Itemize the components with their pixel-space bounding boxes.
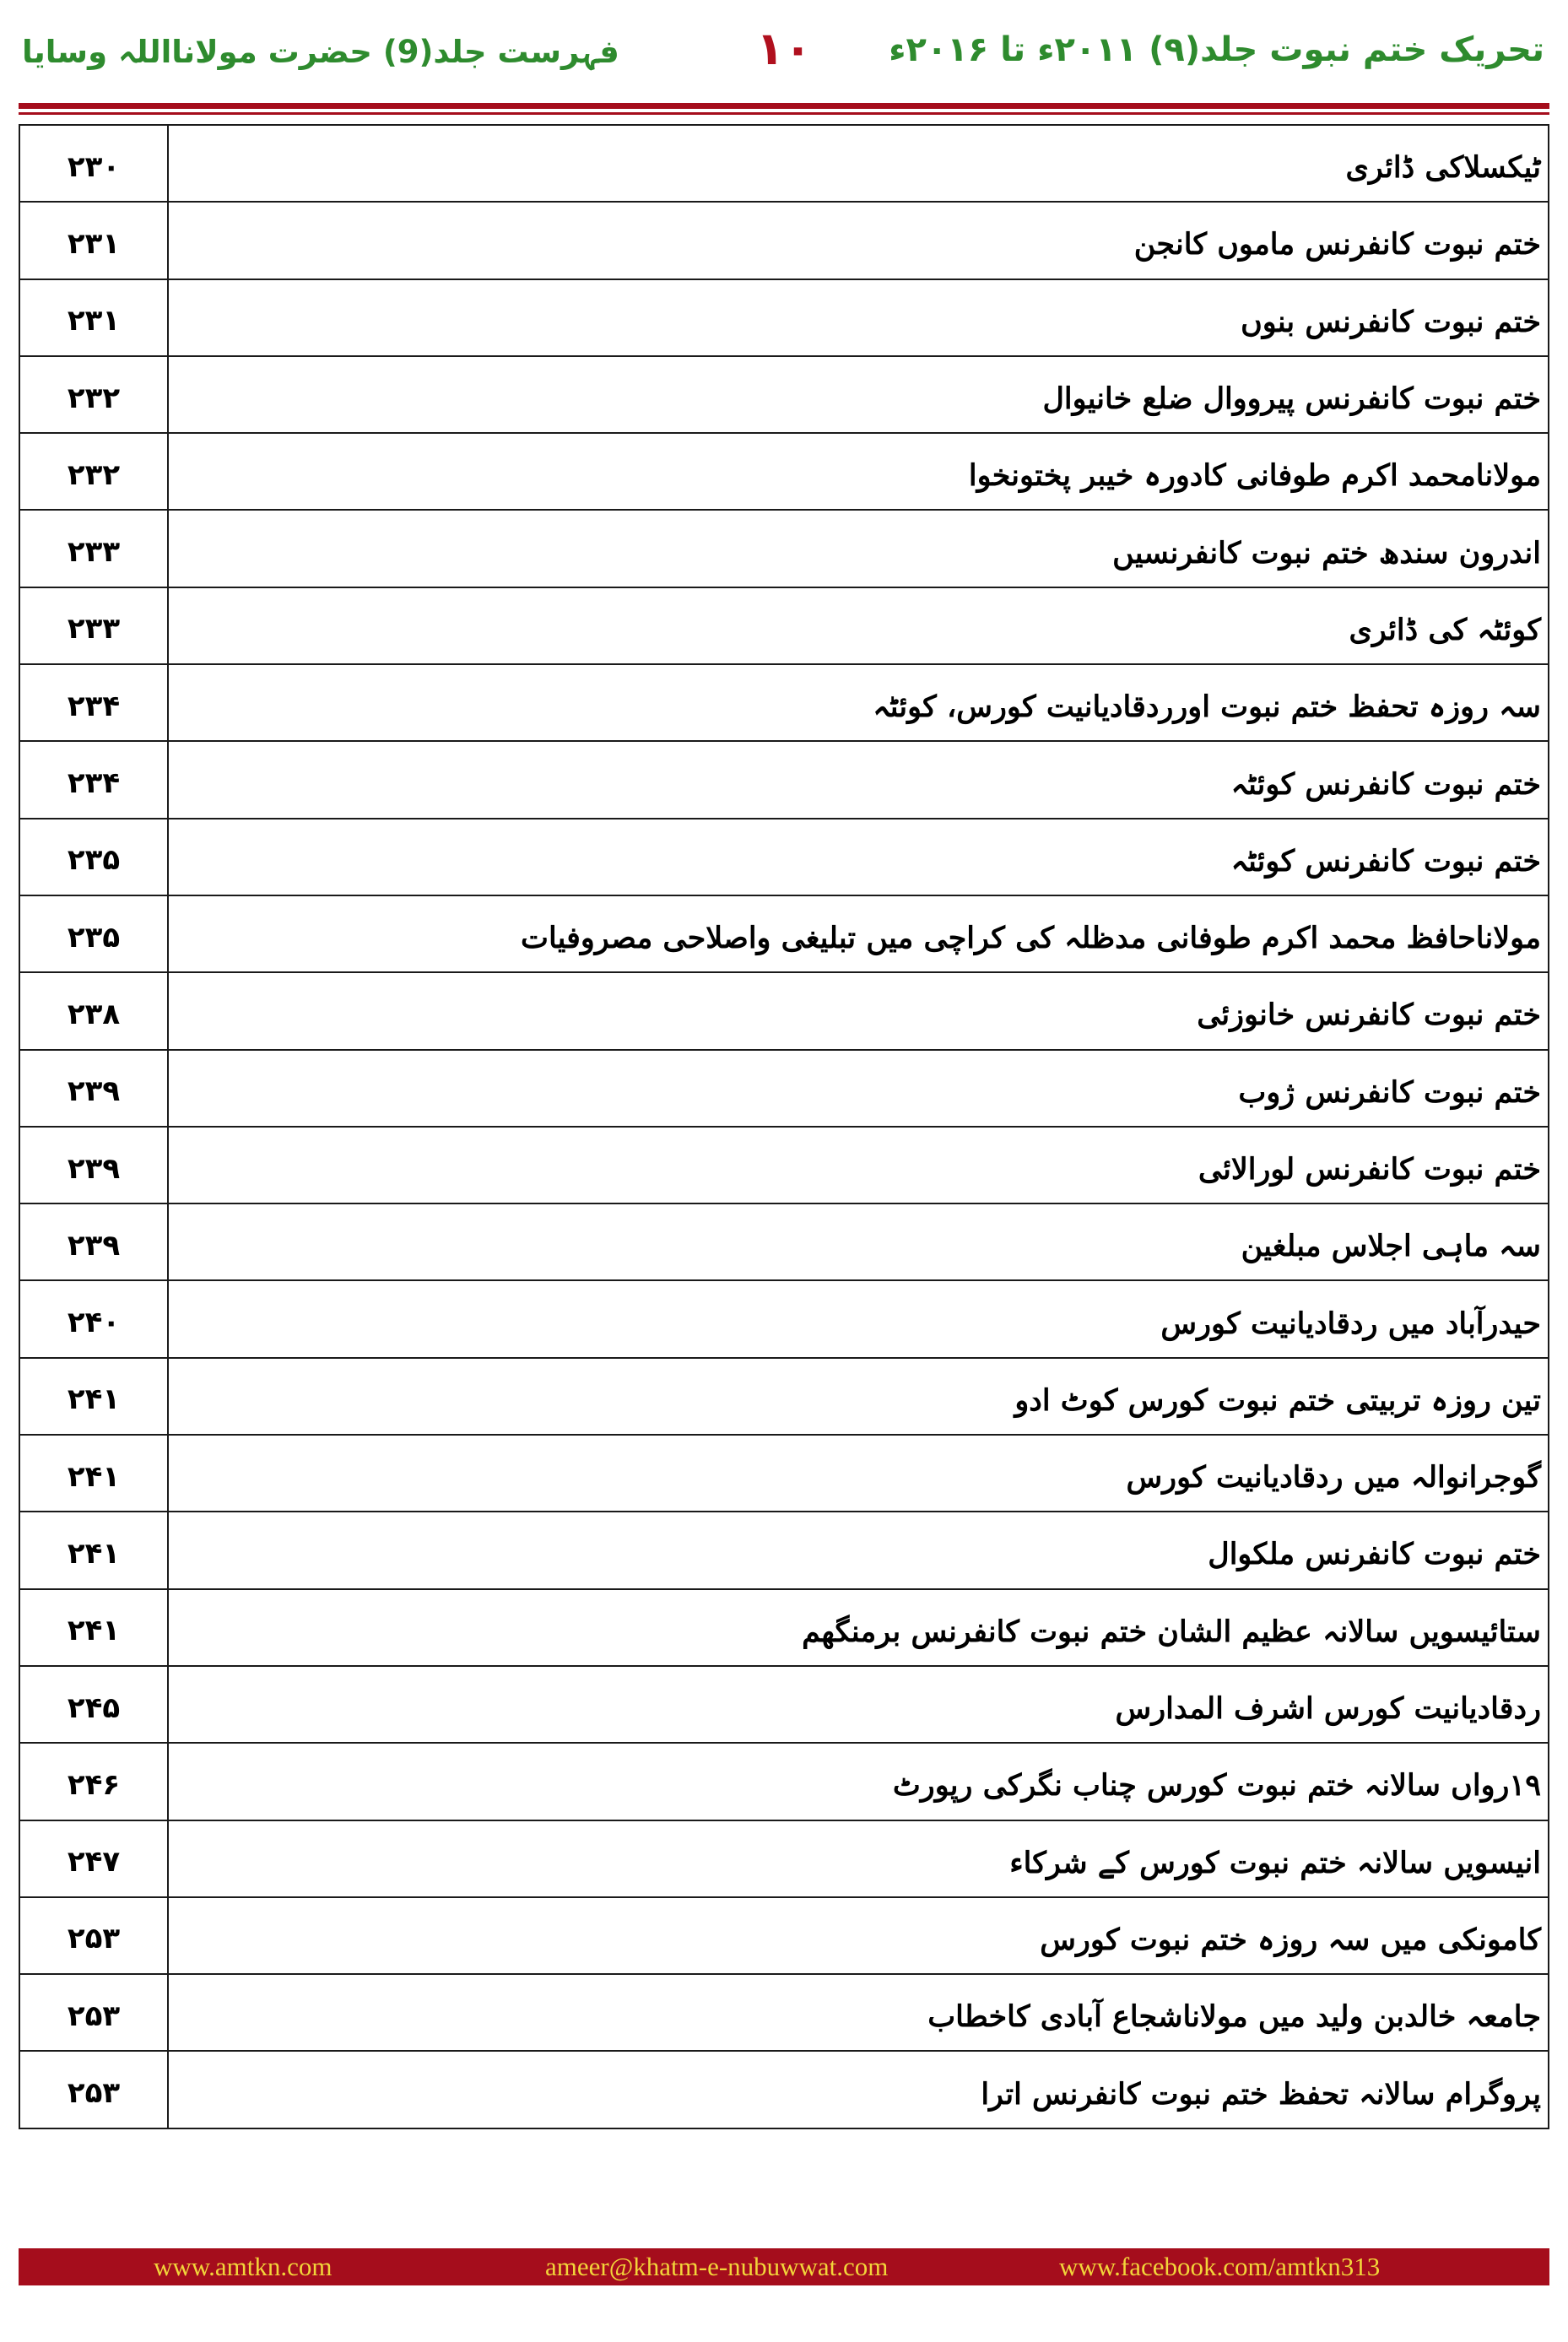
entry-title: ختم نبوت کانفرنس پیرووال ضلع خانیوال <box>168 356 1549 433</box>
entry-page-number: ۲۴۱ <box>19 1358 168 1435</box>
section-title: فہرست جلد(9) حضرت مولانااللہ وسایا <box>22 34 619 70</box>
entry-page-number: ۲۴۰ <box>19 1280 168 1357</box>
entry-title: ختم نبوت کانفرنس لورالائی <box>168 1127 1549 1203</box>
entry-page-number: ۲۳۵ <box>19 819 168 895</box>
table-row <box>19 356 1549 433</box>
entry-title: ردقادیانیت کورس اشرف المدارس <box>168 1666 1549 1743</box>
table-row <box>19 1127 1549 1203</box>
entry-page-number: ۲۳۲ <box>19 356 168 433</box>
entry-page-number: ۲۳۱ <box>19 202 168 279</box>
entry-page-number: ۲۴۶ <box>19 1743 168 1820</box>
entry-page-number: ۲۳۱ <box>19 279 168 356</box>
entry-title: ختم نبوت کانفرنس ماموں کانجن <box>168 202 1549 279</box>
table-row <box>19 1974 1549 2051</box>
entry-title: ختم نبوت کانفرنس خانوزئی <box>168 972 1549 1049</box>
footer-email[interactable]: ameer@khatm-e-nubuwwat.com <box>545 2252 889 2281</box>
entry-title: ختم نبوت کانفرنس کوئٹہ <box>168 741 1549 818</box>
entry-page-number: ۲۴۱ <box>19 1589 168 1666</box>
entry-title: پروگرام سالانہ تحفظ ختم نبوت کانفرنس اترا <box>168 2051 1549 2128</box>
page-number: ۱۰ <box>756 22 812 75</box>
entry-page-number: ۲۳۴ <box>19 664 168 741</box>
table-row <box>19 1358 1549 1435</box>
entry-page-number: ۲۳۳ <box>19 510 168 587</box>
page-header <box>0 0 1568 110</box>
entry-page-number: ۲۴۱ <box>19 1435 168 1512</box>
table-row <box>19 1897 1549 1974</box>
entry-title: ختم نبوت کانفرنس بنوں <box>168 279 1549 356</box>
entry-title: گوجرانوالہ میں ردقادیانیت کورس <box>168 1435 1549 1512</box>
table-row <box>19 202 1549 279</box>
entry-page-number: ۲۳۲ <box>19 433 168 510</box>
table-row <box>19 819 1549 895</box>
book-title: تحریک ختم نبوت جلد(۹) ۲۰۱۱ء تا ۲۰۱۶ء <box>889 30 1544 69</box>
table-row <box>19 1512 1549 1588</box>
entry-page-number: ۲۳۹ <box>19 1127 168 1203</box>
table-row <box>19 279 1549 356</box>
entry-title: کوئٹہ کی ڈائری <box>168 587 1549 664</box>
entry-page-number: ۲۵۳ <box>19 1974 168 2051</box>
table-row <box>19 433 1549 510</box>
entry-page-number: ۲۵۳ <box>19 2051 168 2128</box>
entry-title: ۱۹رواں سالانہ ختم نبوت کورس چناب نگرکی رپورٹ <box>168 1743 1549 1820</box>
table-row <box>19 1435 1549 1512</box>
contents-table <box>19 124 1549 2129</box>
entry-title: مولانامحمد اکرم طوفانی کادورہ خیبر پختونخوا <box>168 433 1549 510</box>
entry-title: ختم نبوت کانفرنس ملکوال <box>168 1512 1549 1588</box>
entry-title: سہ روزہ تحفظ ختم نبوت اورردقادیانیت کورس، کوئٹہ <box>168 664 1549 741</box>
table-row <box>19 1280 1549 1357</box>
footer-website[interactable]: www.amtkn.com <box>154 2252 333 2281</box>
entry-page-number: ۲۳۵ <box>19 895 168 972</box>
entry-page-number: ۲۳۴ <box>19 741 168 818</box>
table-row <box>19 1820 1549 1897</box>
entry-page-number: ۲۴۱ <box>19 1512 168 1588</box>
entry-title: تین روزہ تربیتی ختم نبوت کورس کوٹ ادو <box>168 1358 1549 1435</box>
table-row <box>19 1666 1549 1743</box>
entry-title: جامعہ خالدبن ولید میں مولاناشجاع آبادی کاخطاب <box>168 1974 1549 2051</box>
table-row <box>19 587 1549 664</box>
table-row <box>19 510 1549 587</box>
table-row <box>19 125 1549 202</box>
footer-facebook[interactable]: www.facebook.com/amtkn313 <box>1059 2252 1381 2281</box>
entry-page-number: ۲۴۵ <box>19 1666 168 1743</box>
entry-page-number: ۲۴۷ <box>19 1820 168 1897</box>
header-divider <box>19 103 1549 109</box>
entry-page-number: ۲۳۹ <box>19 1050 168 1127</box>
entry-page-number: ۲۳۰ <box>19 125 168 202</box>
table-row <box>19 1050 1549 1127</box>
entry-title: سہ ماہی اجلاس مبلغین <box>168 1203 1549 1280</box>
entry-title: اندرون سندھ ختم نبوت کانفرنسیں <box>168 510 1549 587</box>
entry-page-number: ۲۵۳ <box>19 1897 168 1974</box>
entry-page-number: ۲۳۸ <box>19 972 168 1049</box>
entry-title: ختم نبوت کانفرنس ژوب <box>168 1050 1549 1127</box>
entry-page-number: ۲۳۹ <box>19 1203 168 1280</box>
entry-title: ٹیکسلاکی ڈائری <box>168 125 1549 202</box>
entry-title: ستائیسویں سالانہ عظیم الشان ختم نبوت کانفرنس برمنگھم <box>168 1589 1549 1666</box>
entry-title: مولاناحافظ محمد اکرم طوفانی مدظلہ کی کراچی میں تبلیغی واصلاحی مصروفیات <box>168 895 1549 972</box>
table-row <box>19 741 1549 818</box>
entry-title: انیسویں سالانہ ختم نبوت کورس کے شرکاء <box>168 1820 1549 1897</box>
table-row <box>19 2051 1549 2128</box>
table-row <box>19 895 1549 972</box>
entry-page-number: ۲۳۳ <box>19 587 168 664</box>
table-row <box>19 1203 1549 1280</box>
table-row <box>19 664 1549 741</box>
table-row <box>19 1589 1549 1666</box>
table-row <box>19 1743 1549 1820</box>
table-row <box>19 972 1549 1049</box>
entry-title: کامونکی میں سہ روزہ ختم نبوت کورس <box>168 1897 1549 1974</box>
entry-title: حیدرآباد میں ردقادیانیت کورس <box>168 1280 1549 1357</box>
entry-title: ختم نبوت کانفرنس کوئٹہ <box>168 819 1549 895</box>
page-footer <box>19 2248 1549 2285</box>
header-divider-thin <box>19 112 1549 115</box>
